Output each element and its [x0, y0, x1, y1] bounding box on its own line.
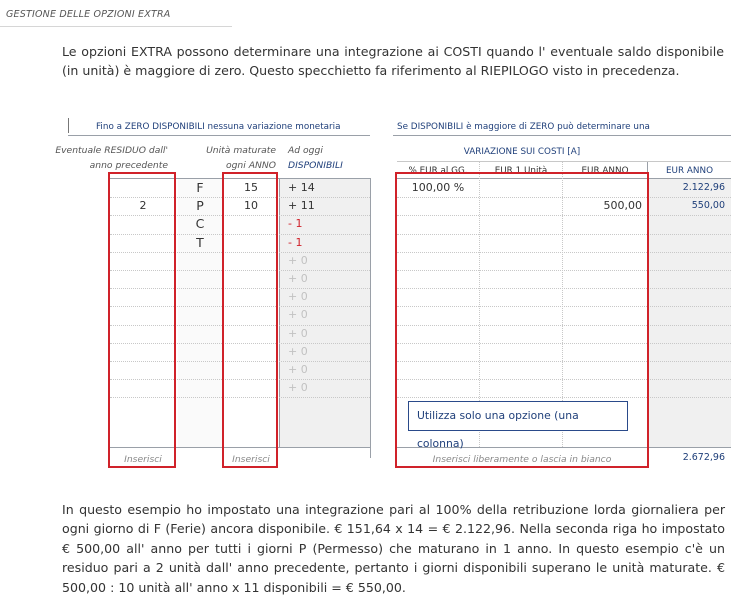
col-residuo-header-2: anno precedente — [89, 160, 168, 171]
disponibili-cell: + 0 — [288, 308, 308, 322]
disponibili-cell: + 14 — [288, 181, 315, 194]
option-letter: F — [196, 180, 204, 195]
col-disp-header-2: DISPONIBILI — [288, 160, 343, 171]
col-pct-header: % EUR al GG. — [408, 166, 468, 176]
unita-cell[interactable]: 15 — [244, 181, 258, 194]
residuo-cell[interactable]: 2 — [139, 199, 147, 213]
tooltip-one-option: Utilizza solo una opzione (una colonna) — [408, 401, 628, 431]
disponibili-cell: - 1 — [288, 235, 303, 249]
header-tick — [68, 118, 69, 133]
disponibili-cell: + 0 — [288, 363, 308, 376]
anno-total-cell: 2.122,96 — [682, 182, 725, 193]
col-anno-total-header: EUR ANNO — [665, 166, 713, 176]
option-letter: C — [195, 216, 205, 232]
disponibili-cell: + 0 — [288, 272, 308, 285]
col-anno-header: EUR ANNO — [581, 166, 629, 176]
left-table-right-border — [370, 178, 371, 458]
option-letter: T — [196, 234, 204, 250]
disponibili-cell: + 0 — [288, 253, 308, 267]
total-column-bg — [648, 179, 731, 447]
disponibili-cell: + 11 — [288, 199, 315, 213]
left-panel — [0, 0, 380, 480]
disponibili-cell: - 1 — [288, 217, 303, 231]
left-header-rule — [68, 135, 370, 136]
footer-unita: Inserisci — [232, 454, 270, 465]
pct-cell[interactable]: 100,00 % — [411, 181, 465, 194]
unita-cell[interactable]: 10 — [244, 199, 258, 213]
right-top-header: Se DISPONIBILI è maggiore di ZERO può determinare una — [397, 122, 650, 132]
footer-residuo: Inserisci — [124, 454, 162, 465]
anno-cell[interactable]: 500,00 — [603, 199, 642, 213]
right-group-header: VARIAZIONE SUI COSTI [A] — [463, 147, 581, 157]
col-disp-header-1: Ad oggi — [288, 145, 323, 156]
section-title: GESTIONE DELLE OPZIONI EXTRA — [6, 9, 171, 20]
option-letter: P — [196, 198, 204, 214]
col-unit-header: EUR 1 Unità — [494, 166, 548, 176]
col-unita-header-2: ogni ANNO — [225, 160, 276, 171]
disponibili-cell: + 0 — [288, 326, 308, 340]
right-header-rule — [393, 135, 731, 136]
residuo-highlight-box — [108, 172, 176, 468]
right-footer-total: 2.672,96 — [682, 452, 725, 463]
intro-paragraph: Le opzioni EXTRA possono determinare una integrazione ai COSTI quando l' eventuale saldo disponibile (in unità) è maggiore di zero. Questo specchietto fa riferimento al RIEPILOGO visto in precedenza. — [62, 44, 724, 79]
disponibili-cell: + 0 — [288, 344, 308, 358]
col-residuo-header-1: Eventuale RESIDUO dall' — [55, 145, 168, 156]
anno-total-cell: 550,00 — [691, 200, 725, 212]
right-footer-text: Inserisci liberamente o lascia in bianco — [432, 454, 612, 465]
right-group-rule — [397, 161, 731, 162]
disponibili-cell: + 0 — [288, 381, 308, 395]
unita-highlight-box — [222, 172, 278, 468]
left-top-header: Fino a ZERO DISPONIBILI nessuna variazione monetaria — [96, 122, 341, 132]
outro-paragraph: In questo esempio ho impostato una integrazione pari al 100% della retribuzione lorda giornaliera per ogni giorno di F (Ferie) ancora disponibile. € 151,64 x 14 = € 2.122,96. Nella seconda riga ho impostato € 500,00 all' anno per tutti i giorni P (Permesso) che maturano in 1 anno. In questo esempio c'è un residuo pari a 2 unità dall' anno precedente, pertanto i giorni disponibili superano le unità maturate. € 500,00 : 10 unità all' anno x 11 disponibili = € 550,00. — [62, 502, 725, 595]
col-unita-header-1: Unità maturate — [206, 145, 276, 156]
disponibili-cell: + 0 — [288, 290, 308, 304]
